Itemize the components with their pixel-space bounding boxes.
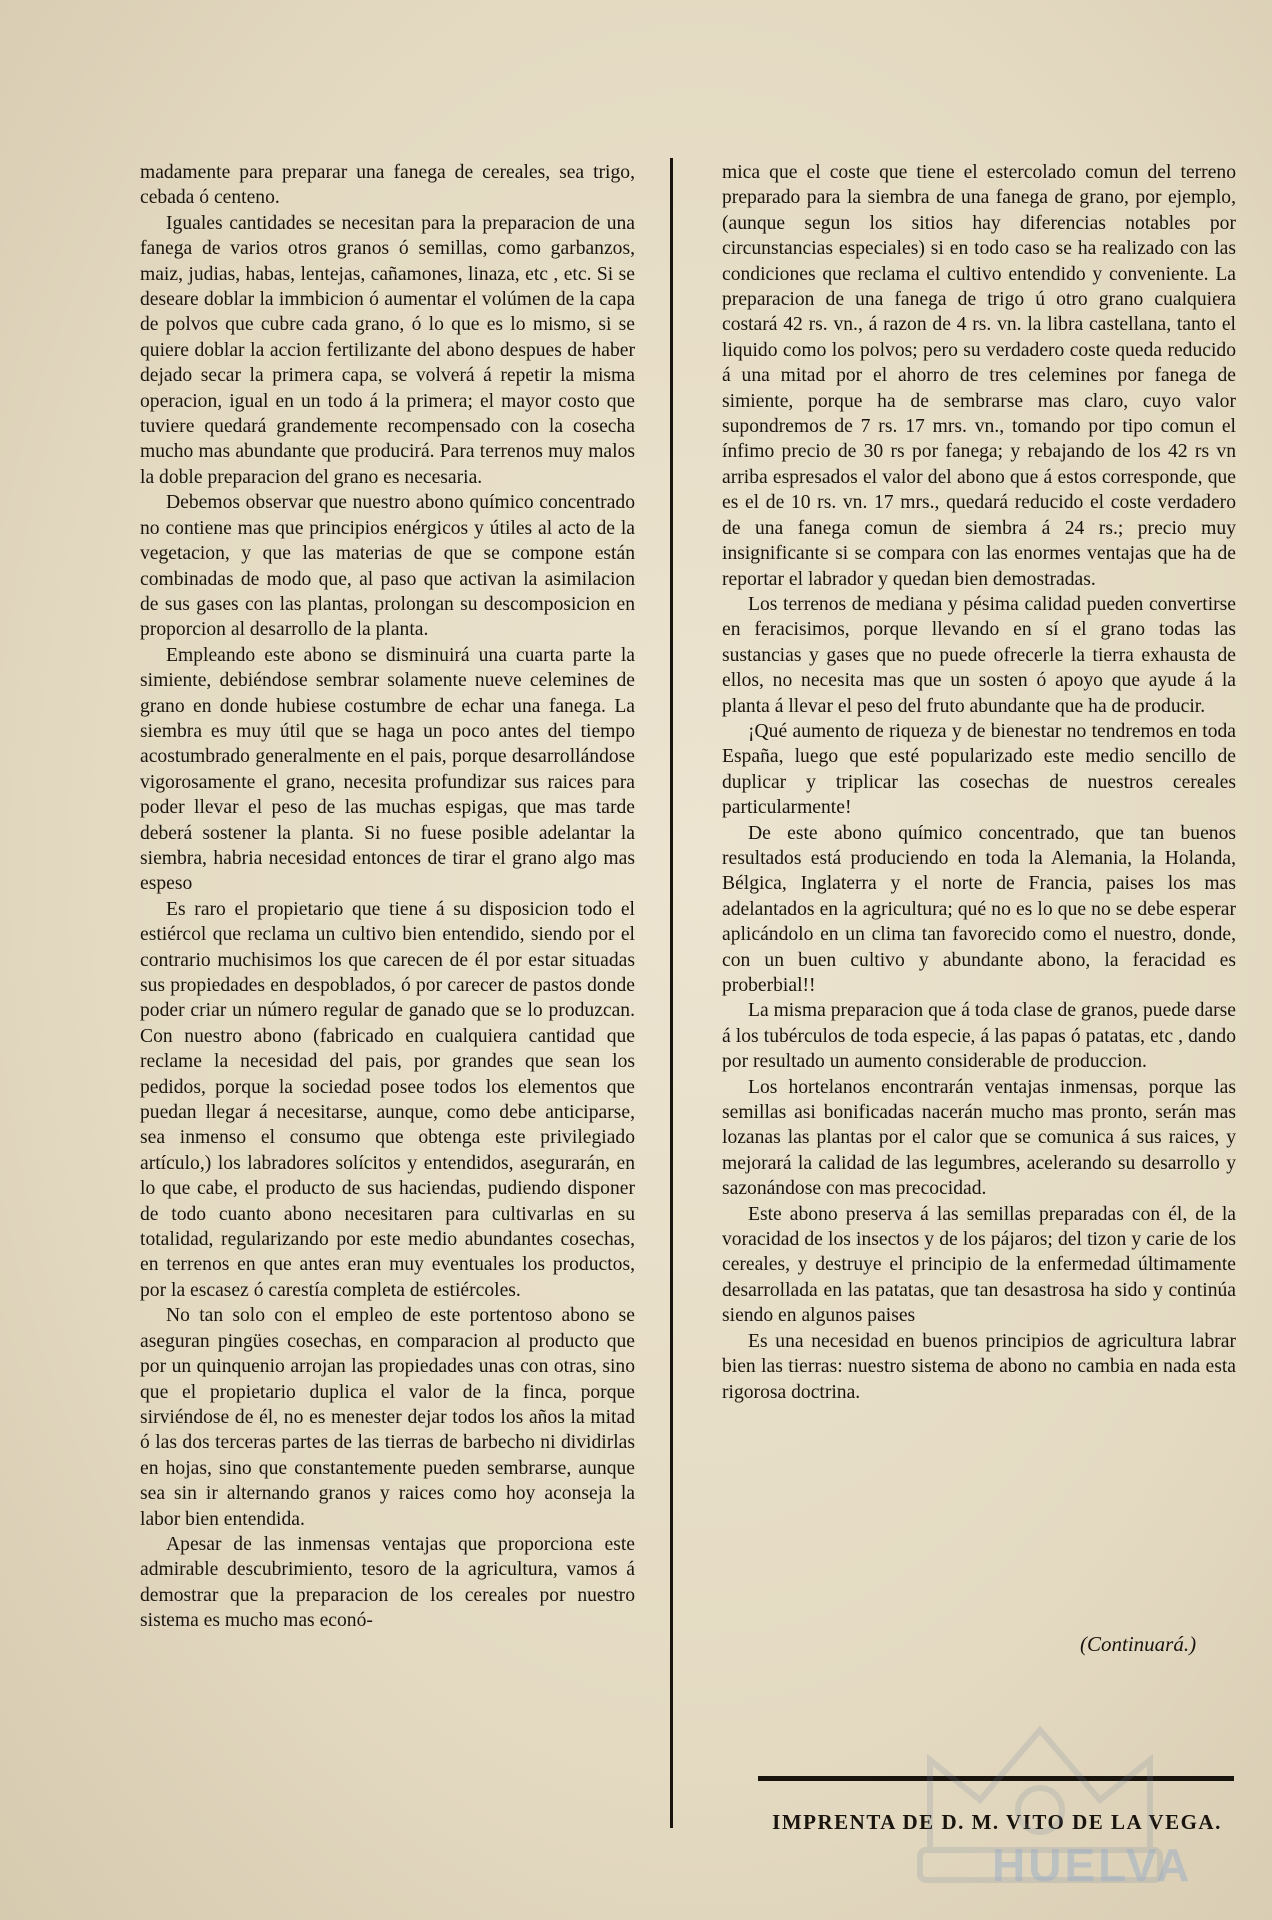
paragraph: madamente para preparar una fanega de cereales, sea trigo, cebada ó centeno. bbox=[140, 162, 635, 209]
paragraph: De este abono químico concentrado, que tan buenos resultados está produciendo en toda la Alemania, la Holanda, Bélgica, Inglaterra y el norte de Francia, paises los mas adelantados en la agricultura; qué no es lo que no se debe esperar aplicándolo en un clima tan favorecido como el nuestro, donde, con un buen cultivo y abundante abono, la feracidad es proberbial!! bbox=[722, 822, 1236, 996]
paragraph: Iguales cantidades se necesitan para la preparacion de una fanega de varios otros granos ó semillas, como garbanzos, maiz, judias, habas, lentejas, cañamones, linaza, etc , etc. Si se deseare doblar la immbicion ó aumentar el volúmen de la capa de polvos que cubre cada grano, ó lo que es lo mismo, si se quiere doblar la accion fertilizante del abono despues de haber dejado secar la primera capa, se volverá á repetir la misma operacion, igual en un todo á la primera; el mayor costo que tuviere quedará grandemente recompensado con la cosecha mucho mas abundante que producirá. Para terrenos muy malos la doble preparacion del grano es necesaria. bbox=[140, 212, 635, 488]
paragraph: Empleando este abono se disminuirá una cuarta parte la simiente, debiéndose sembrar solamente nueve celemines de grano en donde hubiese costumbre de echar una fanega. La siembra es muy útil que se haga un poco antes del tiempo acostumbrado generalmente en el pais, porque desarrollándose vigorosamente el grano, necesita profundizar sus raices para poder llevar el peso de las muchas espigas, que mas tarde deberá sostener la planta. Si no fuese posible adelantar la siembra, habria necesidad entonces de tirar el grano algo mas espeso bbox=[140, 644, 635, 895]
paragraph: Es una necesidad en buenos principios de agricultura labrar bien las tierras: nuestro sistema de abono no cambia en nada esta rigorosa doctrina. bbox=[722, 1330, 1236, 1403]
left-column bbox=[140, 160, 635, 1634]
watermark-text: HUELVA bbox=[992, 1839, 1193, 1891]
paragraph: Debemos observar que nuestro abono químico concentrado no contiene mas que principios enérgicos y útiles al acto de la vegetacion, y que las materias de que se compone están combinadas de modo que, al paso que activan la asimilacion de sus gases con las plantas, prolongan su descomposicion en proporcion al desarrollo de la planta. bbox=[140, 492, 635, 641]
right-column bbox=[722, 160, 1236, 1405]
paragraph: La misma preparacion que á toda clase de granos, puede darse á los tubérculos de toda especie, á las papas ó patatas, etc , dando por resultado un aumento considerable de produccion. bbox=[722, 1000, 1236, 1073]
paragraph: Los hortelanos encontrarán ventajas inmensas, porque las semillas asi bonificadas nacerán mucho mas pronto, serán mas lozanas las plantas por el calor que se comunica á sus raices, y mejorará la calidad de las legumbres, acelerando su desarrollo y sazonándose con mas precocidad. bbox=[722, 1076, 1236, 1200]
paragraph: Los terrenos de mediana y pésima calidad pueden convertirse en feracisimos, porque llevando en sí el grano todas las sustancias y gases que no puede ofrecerle la tierra exhausta de ellos, no necesita mas que un sosten ó apoyo que ayude á la planta á llevar el peso del fruto abundante que ha de producir. bbox=[722, 593, 1236, 717]
continuation-note: (Continuará.) bbox=[1080, 1632, 1197, 1656]
paragraph: Este abono preserva á las semillas preparadas con él, de la voracidad de los insectos y de los pájaros; del tizon y carie de los cereales, y destruye el principio de la enfermedad últimamente desarrollada en las patatas, que tan desastrosa ha sido y continúa siendo en algunos paises bbox=[722, 1203, 1236, 1327]
printer-imprint: IMPRENTA DE D. M. VITO DE LA VEGA. bbox=[772, 1810, 1222, 1834]
paragraph: Apesar de las inmensas ventajas que proporciona este admirable descubrimiento, tesoro de la agricultura, vamos á demostrar que la preparacion de los cereales por nuestro sistema es mucho mas econó- bbox=[140, 1533, 635, 1632]
paragraph: No tan solo con el empleo de este portentoso abono se aseguran pingües cosechas, en comparacion al producto que por un quinquenio arrojan las propiedades unas con otras, sino que el propietario duplica el valor de la finca, porque sirviéndose de él, no es menester dejar todos los años la mitad ó las dos terceras partes de las tierras de barbecho ni dividirlas en hojas, sino que constantemente pueden sembrarse, aunque sea sin ir alternando granos y raices como hoy aconseja la labor bien entendida. bbox=[140, 1305, 635, 1530]
paragraph: ¡Qué aumento de riqueza y de bienestar no tendremos en toda España, luego que esté popularizado este medio sencillo de duplicar y triplicar las cosechas de nuestros cereales particularmente! bbox=[722, 720, 1236, 819]
column-divider bbox=[670, 158, 673, 1828]
paragraph: Es raro el propietario que tiene á su disposicion todo el estiércol que reclama un cultivo bien entendido, siendo por el contrario muchisimos los que carecen de él por estar situadas sus propiedades en despoblados, ó por carecer de pastos donde poder criar un número regular de ganado que se lo produzcan. Con nuestro abono (fabricado en cualquiera cantidad que reclame la necesidad del pais, por grandes que sean los pedidos, porque la sociedad posee todos los elementos que puedan llegar á necesitarse, aunque, como debe anticiparse, sea inmenso el consumo que obtenga este privilegiado artículo,) los labradores solícitos y entendidos, asegurarán, en lo que cabe, el producto de sus haciendas, pudiendo disponer de todo cuanto abono necesitaren para cultivarlas en su totalidad, regularizando por este medio abundantes cosechas, en terrenos en que antes eran muy eventuales los productos, por la escasez ó carestía completa de estiércoles. bbox=[140, 898, 635, 1301]
paragraph: mica que el coste que tiene el estercolado comun del terreno preparado para la siembra de una fanega de grano, por ejemplo, (aunque segun los sitios hay diferencias notables por circunstancias especiales) si en todo caso se ha realizado con las condiciones que reclama el cultivo entendido y conveniente. La preparacion de una fanega de trigo ú otro grano cualquiera costará 42 rs. vn., á razon de 4 rs. vn. la libra castellana, tanto el liquido como los polvos; pero su verdadero coste queda reducido á una mitad por el ahorro de tres celemines por fanega de simiente, porque ha de sembrarse mas claro, cuyo valor supondremos de 7 rs. 17 mrs. vn., tomando por tipo comun el ínfimo precio de 30 rs por fanega; y rebajando de los 42 rs vn arriba espresados el valor del abono que á estos corresponde, que es el de 10 rs. vn. 17 mrs., quedará reducido el coste verdadero de una fanega comun de siembra á 24 rs.; precio muy insignificante si se compara con las enormes ventajas que ha de reportar el labrador y quedan bien demostradas. bbox=[722, 162, 1236, 590]
